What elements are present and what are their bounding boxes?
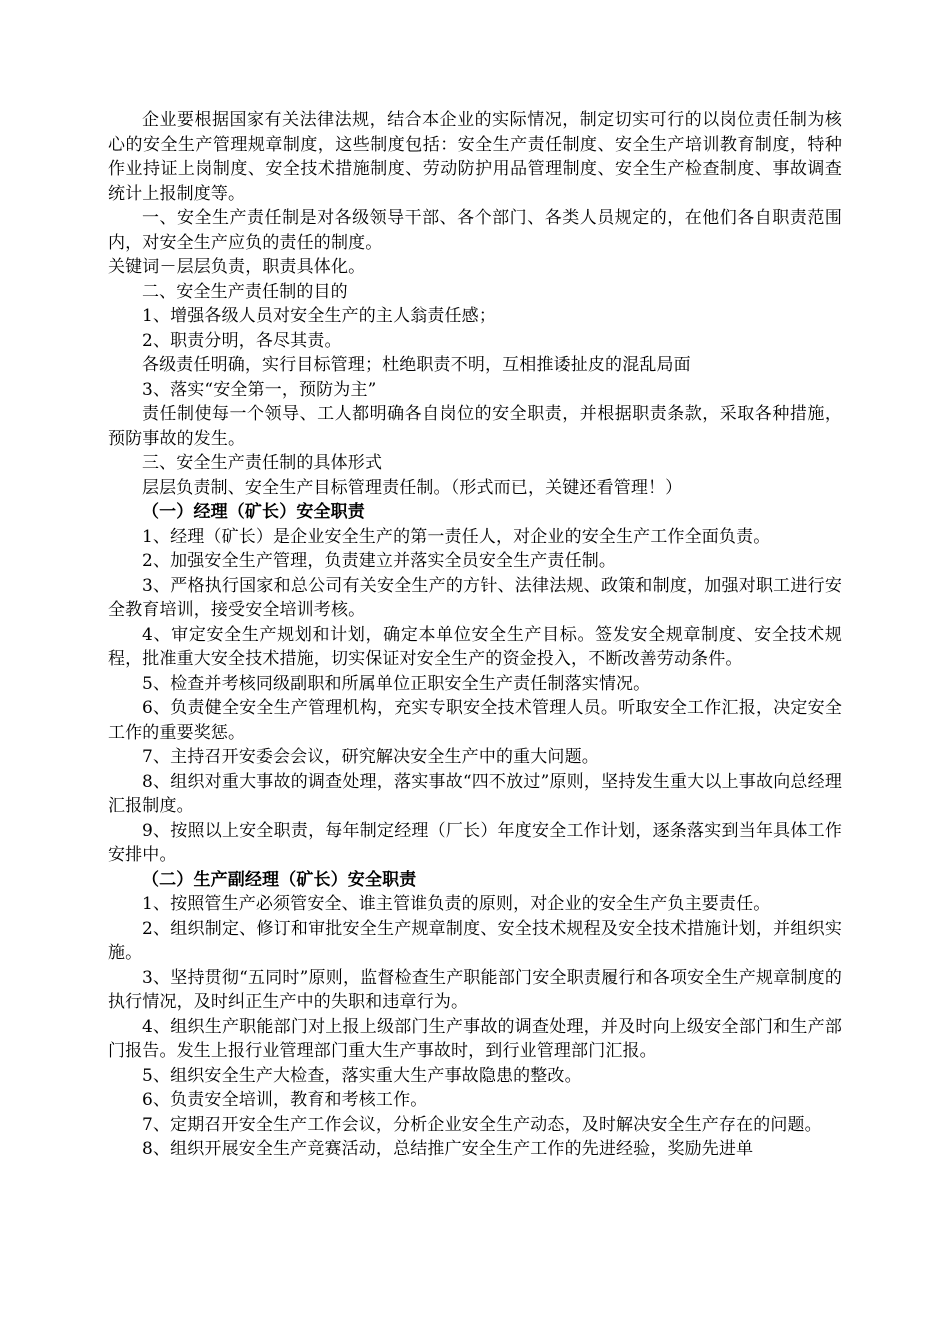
list-item: 1、增强各级人员对安全生产的主人翁责任感； [142,306,496,326]
paragraph: 各级责任明确，实行目标管理；杜绝职责不明，互相推诿扯皮的混乱局面 [142,355,691,375]
section-heading: 二、安全生产责任制的目的 [142,281,348,302]
paragraph: 责任制使每一个领导、工人都明确各自岗位的安全职责，并根据职责条款，采取各种措施，预防事故的发生。 [108,404,842,449]
bold-heading: （一）经理（矿长）安全职责 [142,502,365,522]
list-item: 7、主持召开安委会会议，研究解决安全生产中的重大问题。 [142,747,599,767]
list-item: 3、严格执行国家和总公司有关安全生产的方针、法律法规、政策和制度，加强对职工进行安全教育培训，接受安全培训考核。 [108,575,842,620]
list-item: 3、落实“安全第一，预防为主” [142,379,377,400]
list-item: 5、检查并考核同级副职和所属单位正职安全生产责任制落实情况。 [142,673,651,694]
paragraph: 关键词－层层负责，职责具体化。 [108,257,366,277]
list-item: 2、职责分明，各尽其责。 [142,330,342,351]
list-item: 3、坚持贯彻“五同时”原则，监督检查生产职能部门安全职责履行和各项安全生产规章制度的执行情况，及时纠正生产中的失职和违章行为。 [108,967,842,1012]
document-page [108,108,842,1162]
list-item: 8、组织对重大事故的调查处理，落实事故“四不放过”原则，坚持发生重大以上事故向总经理汇报制度。 [108,771,842,816]
list-item: 1、经理（矿长）是企业安全生产的第一责任人，对企业的安全生产工作全面负责。 [142,526,771,547]
list-item: 5、组织安全生产大检查，落实重大生产事故隐患的整改。 [142,1065,582,1086]
list-item: 4、审定安全生产规划和计划，确定本单位安全生产目标。签发安全规章制度、安全技术规程，批准重大安全技术措施，切实保证对安全生产的资金投入，不断改善劳动条件。 [108,624,842,669]
bold-heading: （二）生产副经理（矿长）安全职责 [142,869,417,890]
list-item: 7、定期召开安全生产工作会议，分析企业安全生产动态，及时解决安全生产存在的问题。 [142,1114,822,1135]
list-item: 8、组织开展安全生产竞赛活动，总结推广安全生产工作的先进经验，奖励先进单 [142,1139,754,1159]
list-item: 1、按照管生产必须管安全、谁主管谁负责的原则，对企业的安全生产负主要责任。 [142,894,771,914]
list-item: 2、组织制定、修订和审批安全生产规章制度、安全技术规程及安全技术措施计划，并组织实施。 [108,918,842,963]
list-item: 9、按照以上安全职责，每年制定经理（厂长）年度安全工作计划，逐条落实到当年具体工作安排中。 [108,820,842,865]
list-item: 6、负责健全安全生产管理机构，充实专职安全技术管理人员。听取安全工作汇报，决定安全工作的重要奖惩。 [108,698,842,743]
paragraph: 一、安全生产责任制是对各级领导干部、各个部门、各类人员规定的，在他们各自职责范围内，对安全生产应负的责任的制度。 [108,208,842,253]
list-item: 4、组织生产职能部门对上报上级部门生产事故的调查处理，并及时向上级安全部门和生产部门报告。发生上报行业管理部门重大生产事故时，到行业管理部门汇报。 [108,1016,842,1061]
section-heading: 三、安全生产责任制的具体形式 [142,453,383,473]
paragraph: 企业要根据国家有关法律法规，结合本企业的实际情况，制定切实可行的以岗位责任制为核心的安全生产管理规章制度，这些制度包括：安全生产责任制度、安全生产培训教育制度，特种作业持证上岗制度、安全技术措施制度、劳动防护用品管理制度、安全生产检查制度、事故调查统计上报制度等。 [108,110,842,204]
list-item: 2、加强安全生产管理，负责建立并落实全员安全生产责任制。 [142,551,617,571]
list-item: 6、负责安全培训，教育和考核工作。 [142,1090,428,1110]
paragraph: 层层负责制、安全生产目标管理责任制。（形式而已，关键还看管理！） [142,477,683,498]
